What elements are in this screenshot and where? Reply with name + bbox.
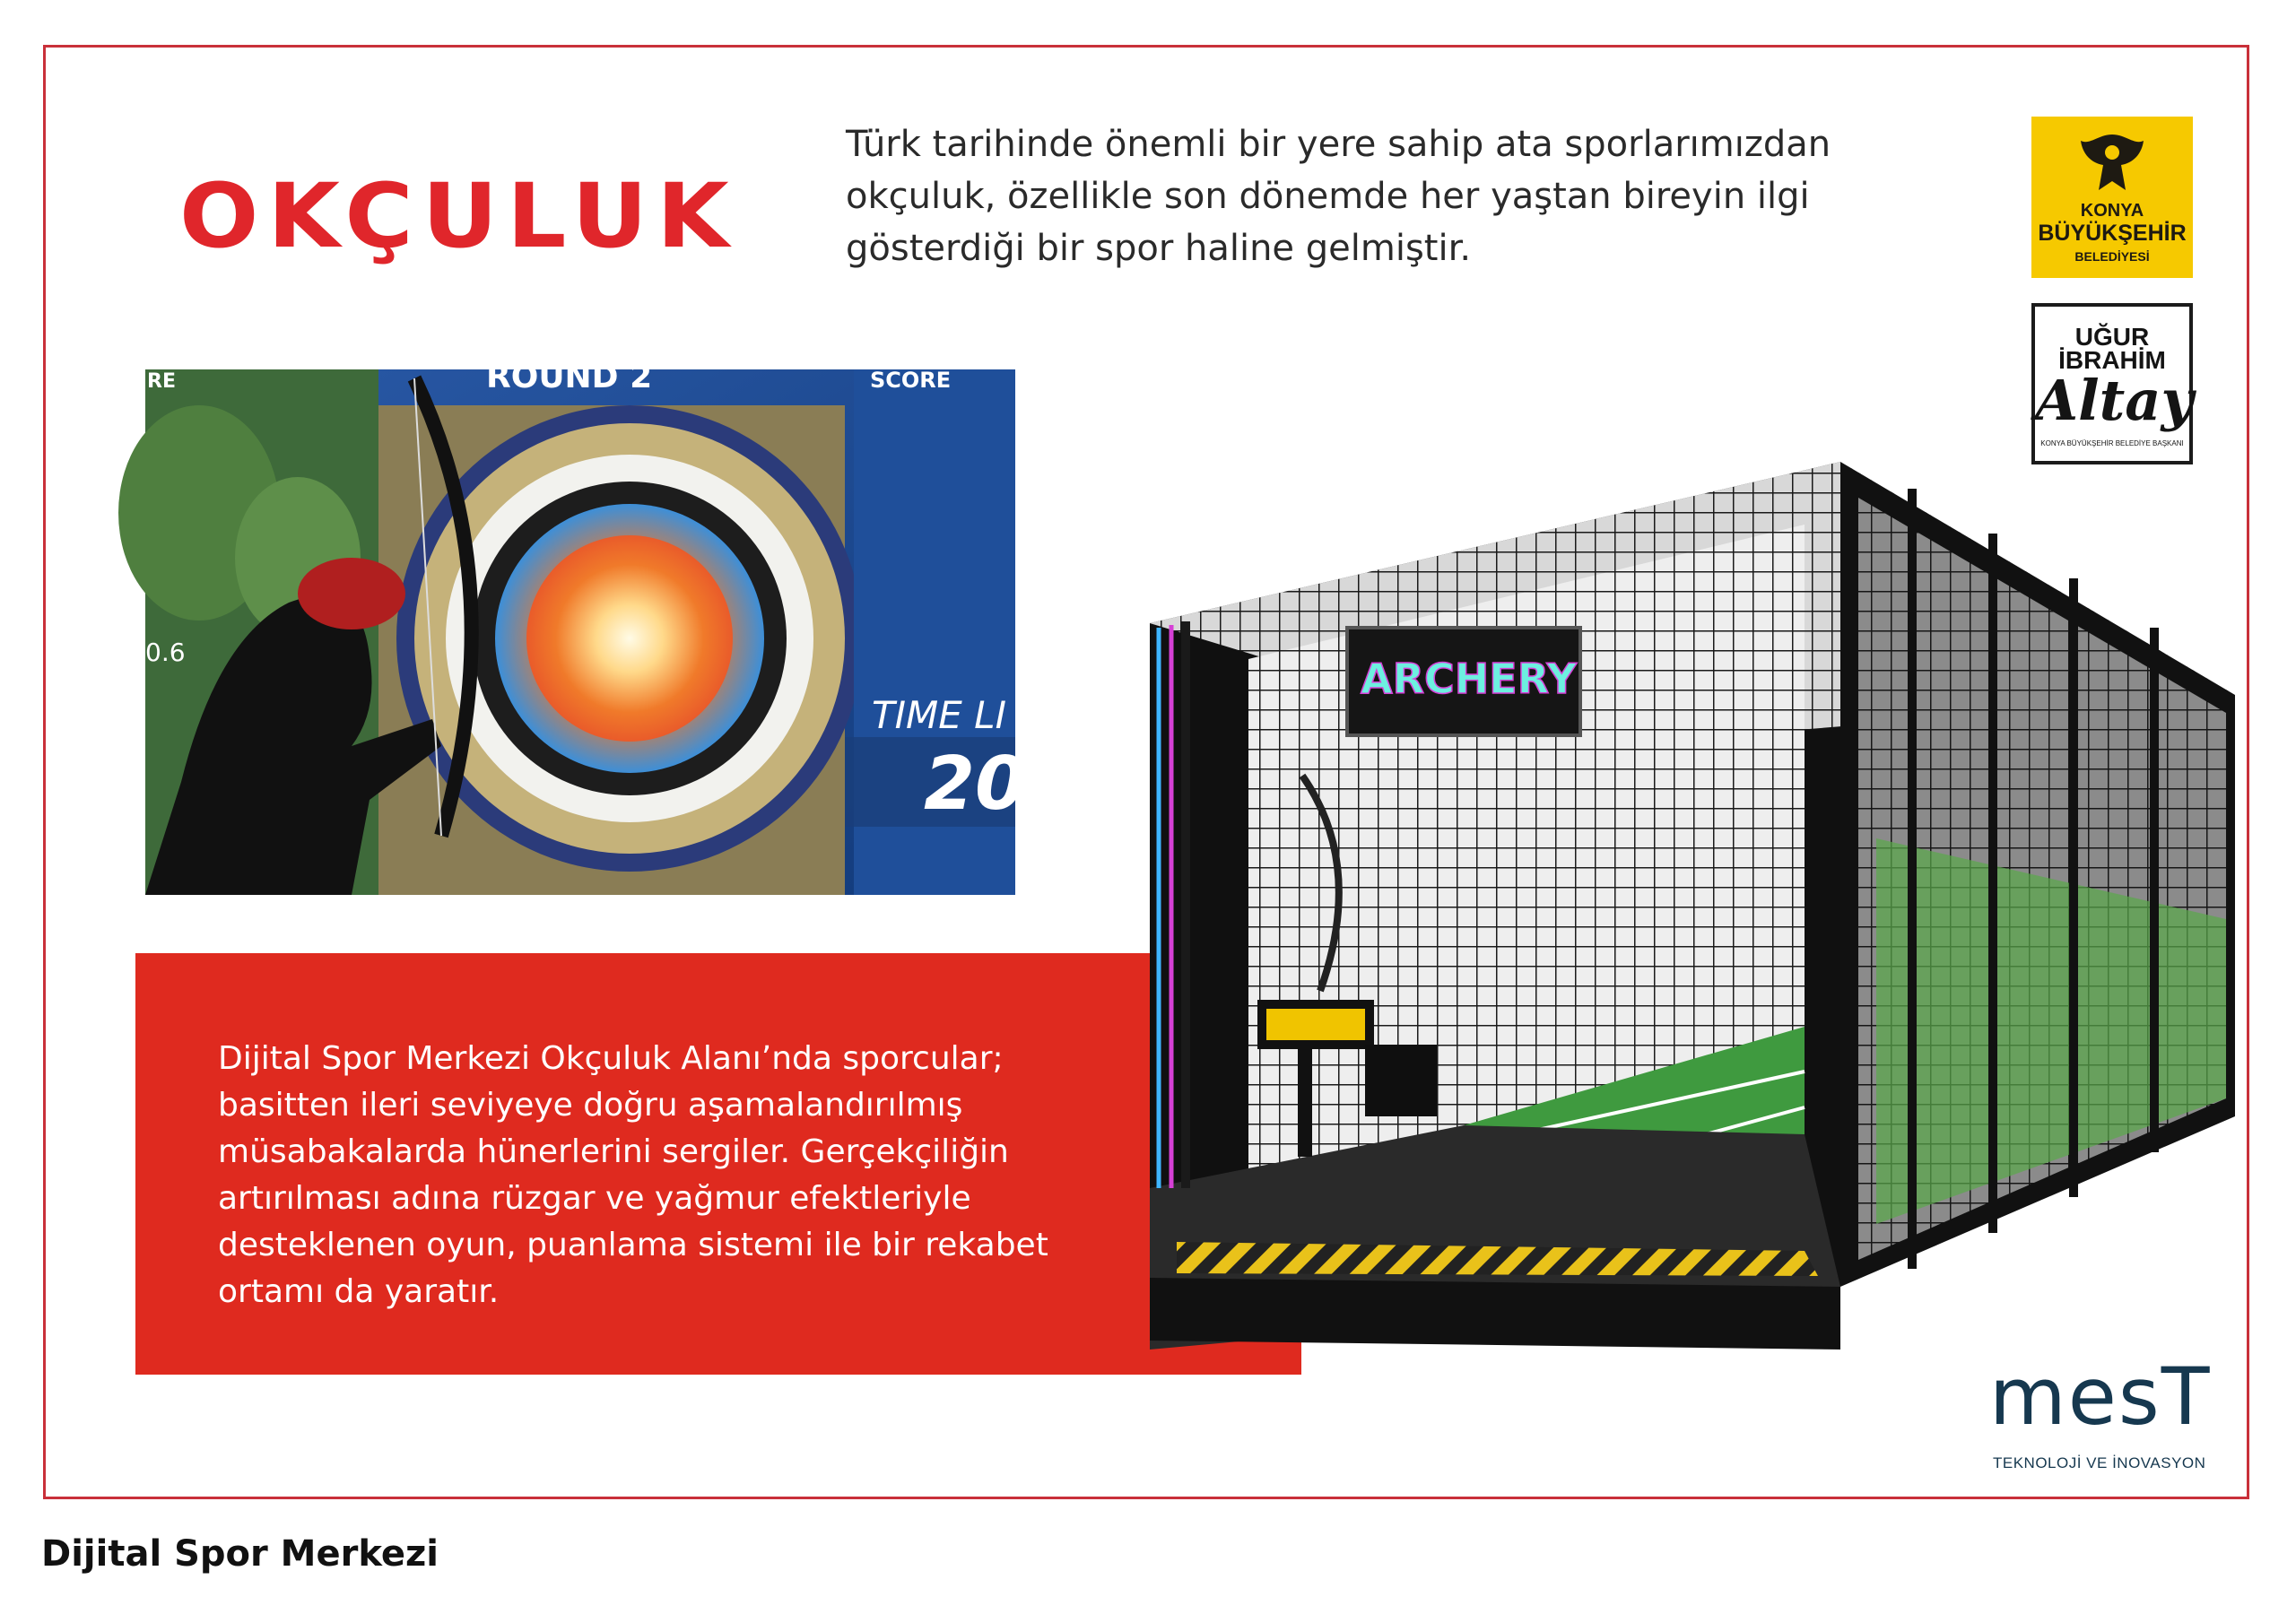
hud-left-value: 0.6 (145, 638, 186, 667)
eagle-emblem-icon (2072, 127, 2152, 199)
body-paragraph: Dijital Spor Merkezi Okçuluk Alanı’nda sporcular; basitten ileri seviyeye doğru aşamalandırılmış müsabakalarda hünerlerini sergiler. Gerçekçiliğin artırılması adına rüzgar ve yağmur efektleriyle desteklenen oyun, puanlama sistemi ile bir rekabet ortamı da yaratır. (218, 1040, 1048, 1310)
konya-buyuksehir-logo (2031, 117, 2193, 278)
hud-round-label: ROUND 2 (486, 359, 653, 395)
altay-logo (2031, 303, 2193, 464)
page-title: OKÇULUK (179, 164, 738, 268)
archery-game-photo (145, 359, 1027, 895)
altay-logo-line4: KONYA BÜYÜKŞEHİR BELEDİYE BAŞKANI (2040, 439, 2184, 447)
altay-logo-line2: İBRAHİM (2058, 346, 2166, 374)
mest-logo-word: mesT (1989, 1350, 2212, 1443)
konya-logo-line1: KONYA (2080, 201, 2144, 221)
mest-logo (1982, 1350, 2224, 1478)
hud-time-label: TIME LI (872, 693, 1006, 737)
mest-logo-sub: TEKNOLOJİ VE İNOVASYON (1993, 1454, 2206, 1471)
konya-logo-line2: BÜYÜKŞEHİR (2038, 221, 2187, 246)
hud-score-label: SCORE (870, 368, 952, 393)
hud-time-value: 20 (924, 742, 1027, 827)
altay-logo-line3: Altay (2035, 368, 2194, 433)
konya-logo-line3: BELEDİYESİ (2074, 249, 2150, 264)
booth-sign: ARCHERY (1361, 655, 1577, 703)
footer-title: Dijital Spor Merkezi (41, 1533, 439, 1575)
hud-left-label: RE (147, 370, 176, 393)
altay-logo-line1: UĞUR (2074, 323, 2150, 351)
archery-booth-render (1141, 453, 2244, 1376)
intro-paragraph: Türk tarihinde önemli bir yere sahip ata sporlarımızdan okçuluk, özellikle son dönemde her yaştan bireyin ilgi gösterdiği bir spor haline gelmiştir. (846, 124, 1831, 269)
